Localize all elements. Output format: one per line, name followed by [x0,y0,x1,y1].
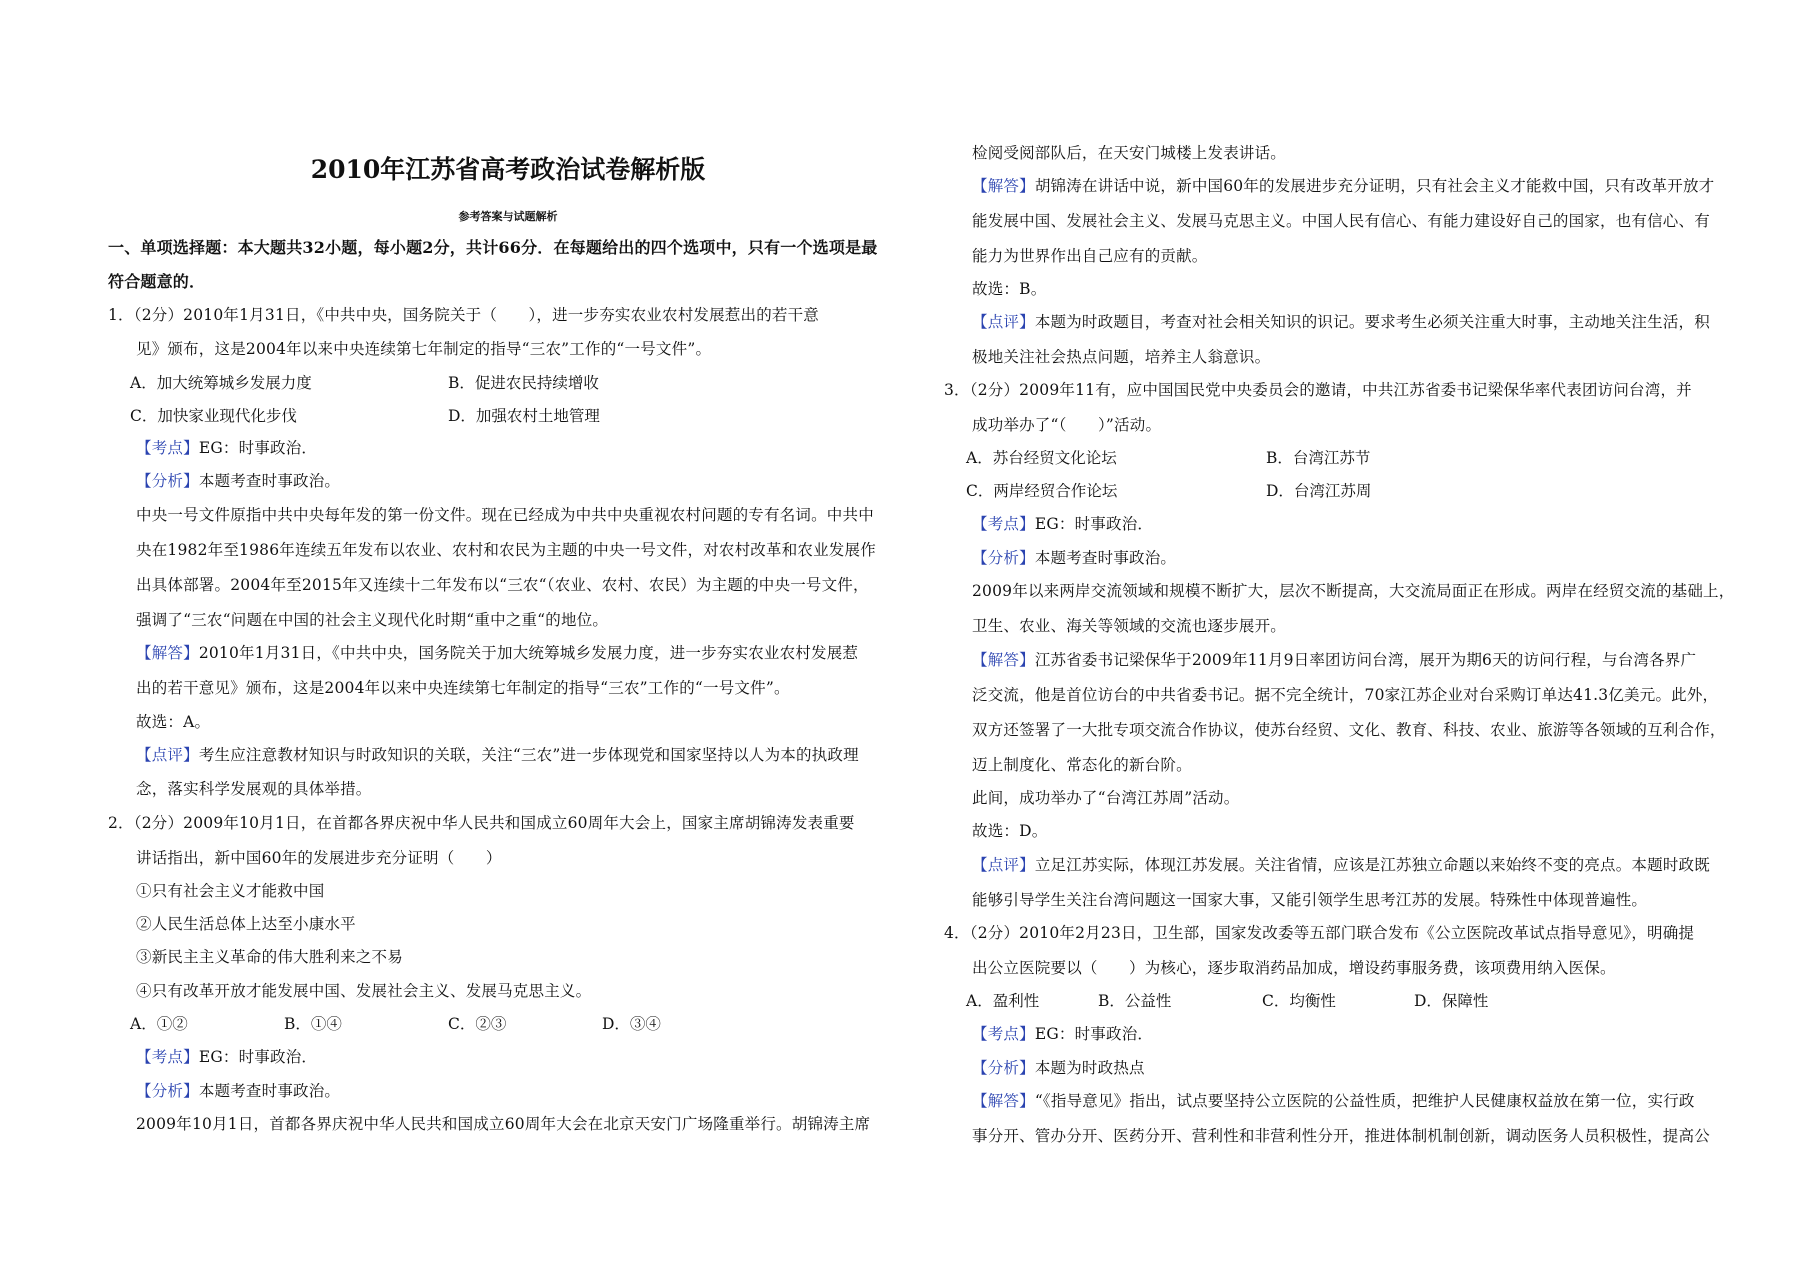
q3-dianping-text: 立足江苏实际，体现江苏发展。关注省情，应该是江苏独立命题以来始终不变的亮点。本题时政既 [1034,856,1710,874]
q4-jieda-line2: 事分开、管办分开、医药分开、营利性和非营利性分开，推进体制机制创新，调动医务人员积极性，提高公 [972,1127,1710,1145]
q3-dianping-line1 [972,855,1710,875]
q2-fenxi-text: 本题考查时事政治。 [198,1082,341,1100]
q1-fenxi-text: 本题考查时事政治。 [198,472,341,490]
q4-option-a: A．盈利性 [966,992,1040,1010]
q2-analysis-p2: 检阅受阅部队后，在天安门城楼上发表讲话。 [972,144,1287,162]
jieda-label: 【解答】 [972,177,1035,195]
q1-jieda-line1 [136,643,858,663]
q1-analysis-p3: 出具体部署。2004年至2015年又连续十二年发布以“三农“（农业、农村、农民）为主题的中央一号文件， [136,576,869,594]
q2-fenxi [136,1081,340,1101]
q2-option-a: A．①② [130,1015,188,1033]
q3-option-a: A．苏台经贸文化论坛 [966,449,1117,467]
q2-option-d: D．③④ [602,1015,661,1033]
q4-kaodian [972,1024,1153,1044]
kaodian-label: 【考点】 [972,515,1035,533]
q1-dianping-line1 [136,745,859,765]
kaodian-label: 【考点】 [136,1048,199,1066]
q1-fenxi [136,471,340,491]
q3-option-d: D．台湾江苏周 [1266,482,1372,500]
q2-option-c: C．②③ [448,1015,507,1033]
q3-jieda-line2: 泛交流，他是首位访台的中共省委书记。据不完全统计，70家江苏企业对台采购订单达41.3亿美元。此外， [972,686,1719,704]
kaodian-label: 【考点】 [136,439,199,457]
q1-stem-line1: 1．（2分）2010年1月31日，《中共中央，国务院关于（ ），进一步夯实农业农村发展惹出的若干意 [108,306,820,324]
q3-stem-line2: 成功举办了“（ ）”活动。 [972,416,1162,434]
section-heading-line2: 符合题意的． [108,272,206,291]
q2-statement-4: ④只有改革开放才能发展中国、发展社会主义、发展马克思主义。 [136,982,592,1000]
q2-statement-3: ③新民主主义革命的伟大胜利来之不易 [136,948,403,966]
q3-fenxi-text: 本题考查时事政治。 [1034,549,1177,567]
q1-stem-line2: 见》颁布，这是2004年以来中央连续第七年制定的指导“三农”工作的“一号文件”。 [136,340,712,358]
fenxi-label: 【分析】 [972,1059,1035,1077]
q1-option-b: B．促进农民持续增收 [448,374,599,392]
q2-analysis-p1: 2009年10月1日，首都各界庆祝中华人民共和国成立60周年大会在北京天安门广场隆重举行。胡锦涛主席 [136,1115,871,1133]
q4-fenxi-text: 本题为时政热点 [1034,1059,1145,1077]
q3-jieda-line3: 双方还签署了一大批专项交流合作协议，使苏台经贸、文化、教育、科技、农业、旅游等各领域的互利合作， [972,721,1726,739]
q1-analysis-p2: 央在1982年至1986年连续五年发布以农业、农村和农民为主题的中央一号文件，对农村改革和农业发展作 [136,541,876,559]
q3-jieda-line5: 此间，成功举办了“台湾江苏周”活动。 [972,789,1240,807]
q2-dianping-line2: 极地关注社会热点问题，培养主人翁意识。 [972,348,1271,366]
q4-jieda-line1 [972,1091,1695,1111]
fenxi-label: 【分析】 [972,549,1035,567]
q3-fenxi [972,548,1176,568]
q2-jieda-line1 [972,176,1714,196]
page-title: 2010年江苏省高考政治试卷解析版 [310,155,706,184]
q1-kaodian-text: EG：时事政治． [198,439,318,457]
q4-option-d: D．保障性 [1414,992,1489,1010]
jieda-label: 【解答】 [136,644,199,662]
q1-answer: 故选：A。 [136,713,211,731]
q4-stem-line1: 4．（2分）2010年2月23日，卫生部，国家发改委等五部门联合发布《公立医院改革试点指导意见》，明确提 [944,924,1695,942]
q2-kaodian-text: EG：时事政治． [198,1048,318,1066]
jieda-label: 【解答】 [972,651,1035,669]
q3-option-c: C．两岸经贸合作论坛 [966,482,1118,500]
q3-dianping-line2: 能够引导学生关注台湾问题这一国家大事，又能引领学生思考江苏的发展。特殊性中体现普遍性。 [972,891,1648,909]
q1-kaodian [136,438,317,458]
page-subtitle: 参考答案与试题解析 [458,210,558,223]
section-heading-line1: 一、单项选择题：本大题共32小题，每小题2分，共计66分．在每题给出的四个选项中，只有一个选项是最 [108,238,878,257]
q3-kaodian-text: EG：时事政治． [1034,515,1154,533]
kaodian-label: 【考点】 [972,1025,1035,1043]
q2-answer: 故选：B。 [972,280,1047,298]
q2-jieda-line3: 能力为世界作出自己应有的贡献。 [972,247,1208,265]
q3-kaodian [972,514,1153,534]
q2-option-b: B．①④ [284,1015,342,1033]
q1-analysis-p4: 强调了“三农“问题在中国的社会主义现代化时期“重中之重“的地位。 [136,611,609,629]
q1-option-d: D．加强农村土地管理 [448,407,600,425]
dianping-label: 【点评】 [136,746,199,764]
q1-option-a: A．加大统筹城乡发展力度 [130,374,312,392]
q1-jieda-text: 2010年1月31日，《中共中央，国务院关于加大统筹城乡发展力度，进一步夯实农业农村发展惹 [198,644,859,662]
q2-stem-line2: 讲话指出，新中国60年的发展进步充分证明（ ） [136,849,502,867]
q1-option-c: C．加快家业现代化步伐 [130,407,297,425]
fenxi-label: 【分析】 [136,1082,199,1100]
dianping-label: 【点评】 [972,313,1035,331]
q4-option-c: C．均衡性 [1262,992,1336,1010]
q2-statement-1: ①只有社会主义才能救中国 [136,882,325,900]
q4-jieda-text: “《指导意见》指出，试点要坚持公立医院的公益性质，把维护人民健康权益放在第一位，实行政 [1034,1092,1695,1110]
q3-jieda-text: 江苏省委书记梁保华于2009年11月9日率团访问台湾，展开为期6天的访问行程，与台湾各界广 [1034,651,1697,669]
q3-jieda-line4: 迈上制度化、常态化的新台阶。 [972,756,1192,774]
q2-stem-line1: 2．（2分）2009年10月1日，在首都各界庆祝中华人民共和国成立60周年大会上，国家主席胡锦涛发表重要 [108,814,855,832]
dianping-label: 【点评】 [972,856,1035,874]
q1-dianping-line2: 念，落实科学发展观的具体举措。 [136,780,372,798]
q4-kaodian-text: EG：时事政治． [1034,1025,1154,1043]
q2-jieda-line2: 能发展中国、发展社会主义、发展马克思主义。中国人民有信心、有能力建设好自己的国家，也有信心、有 [972,212,1710,230]
q2-kaodian [136,1047,317,1067]
q2-statement-2: ②人民生活总体上达至小康水平 [136,915,356,933]
q1-dianping-text: 考生应注意教材知识与时政知识的关联，关注“三农”进一步体现党和国家坚持以人为本的执政理 [198,746,859,764]
jieda-label: 【解答】 [972,1092,1035,1110]
q2-dianping-line1 [972,312,1710,332]
q3-jieda-line1 [972,650,1696,670]
q3-answer: 故选：D。 [972,822,1048,840]
q3-analysis-p2: 卫生、农业、海关等领域的交流也逐步展开。 [972,617,1287,635]
q1-analysis-p1: 中央一号文件原指中共中央每年发的第一份文件。现在已经成为中共中央重视农村问题的专有名词。中共中 [136,506,874,524]
q3-analysis-p1: 2009年以来两岸交流领域和规模不断扩大，层次不断提高，大交流局面正在形成。两岸在经贸交流的基础上， [972,582,1735,600]
q2-dianping-text: 本题为时政题目，考查对社会相关知识的识记。要求考生必须关注重大时事，主动地关注生活，积 [1034,313,1710,331]
q1-jieda-line2: 出的若干意见》颁布，这是2004年以来中央连续第七年制定的指导“三农”工作的“一号文件”。 [136,679,790,697]
q2-jieda-text: 胡锦涛在讲话中说，新中国60年的发展进步充分证明，只有社会主义才能救中国，只有改革开放才 [1034,177,1715,195]
q3-option-b: B．台湾江苏节 [1266,449,1371,467]
q4-fenxi [972,1058,1145,1078]
q3-stem-line1: 3．（2分）2009年11有，应中国国民党中央委员会的邀请，中共江苏省委书记梁保华率代表团访问台湾，并 [944,381,1692,399]
q4-stem-line2: 出公立医院要以（ ）为核心，逐步取消药品加成，增设药事服务费，该项费用纳入医保。 [972,959,1616,977]
q4-option-b: B．公益性 [1098,992,1172,1010]
fenxi-label: 【分析】 [136,472,199,490]
